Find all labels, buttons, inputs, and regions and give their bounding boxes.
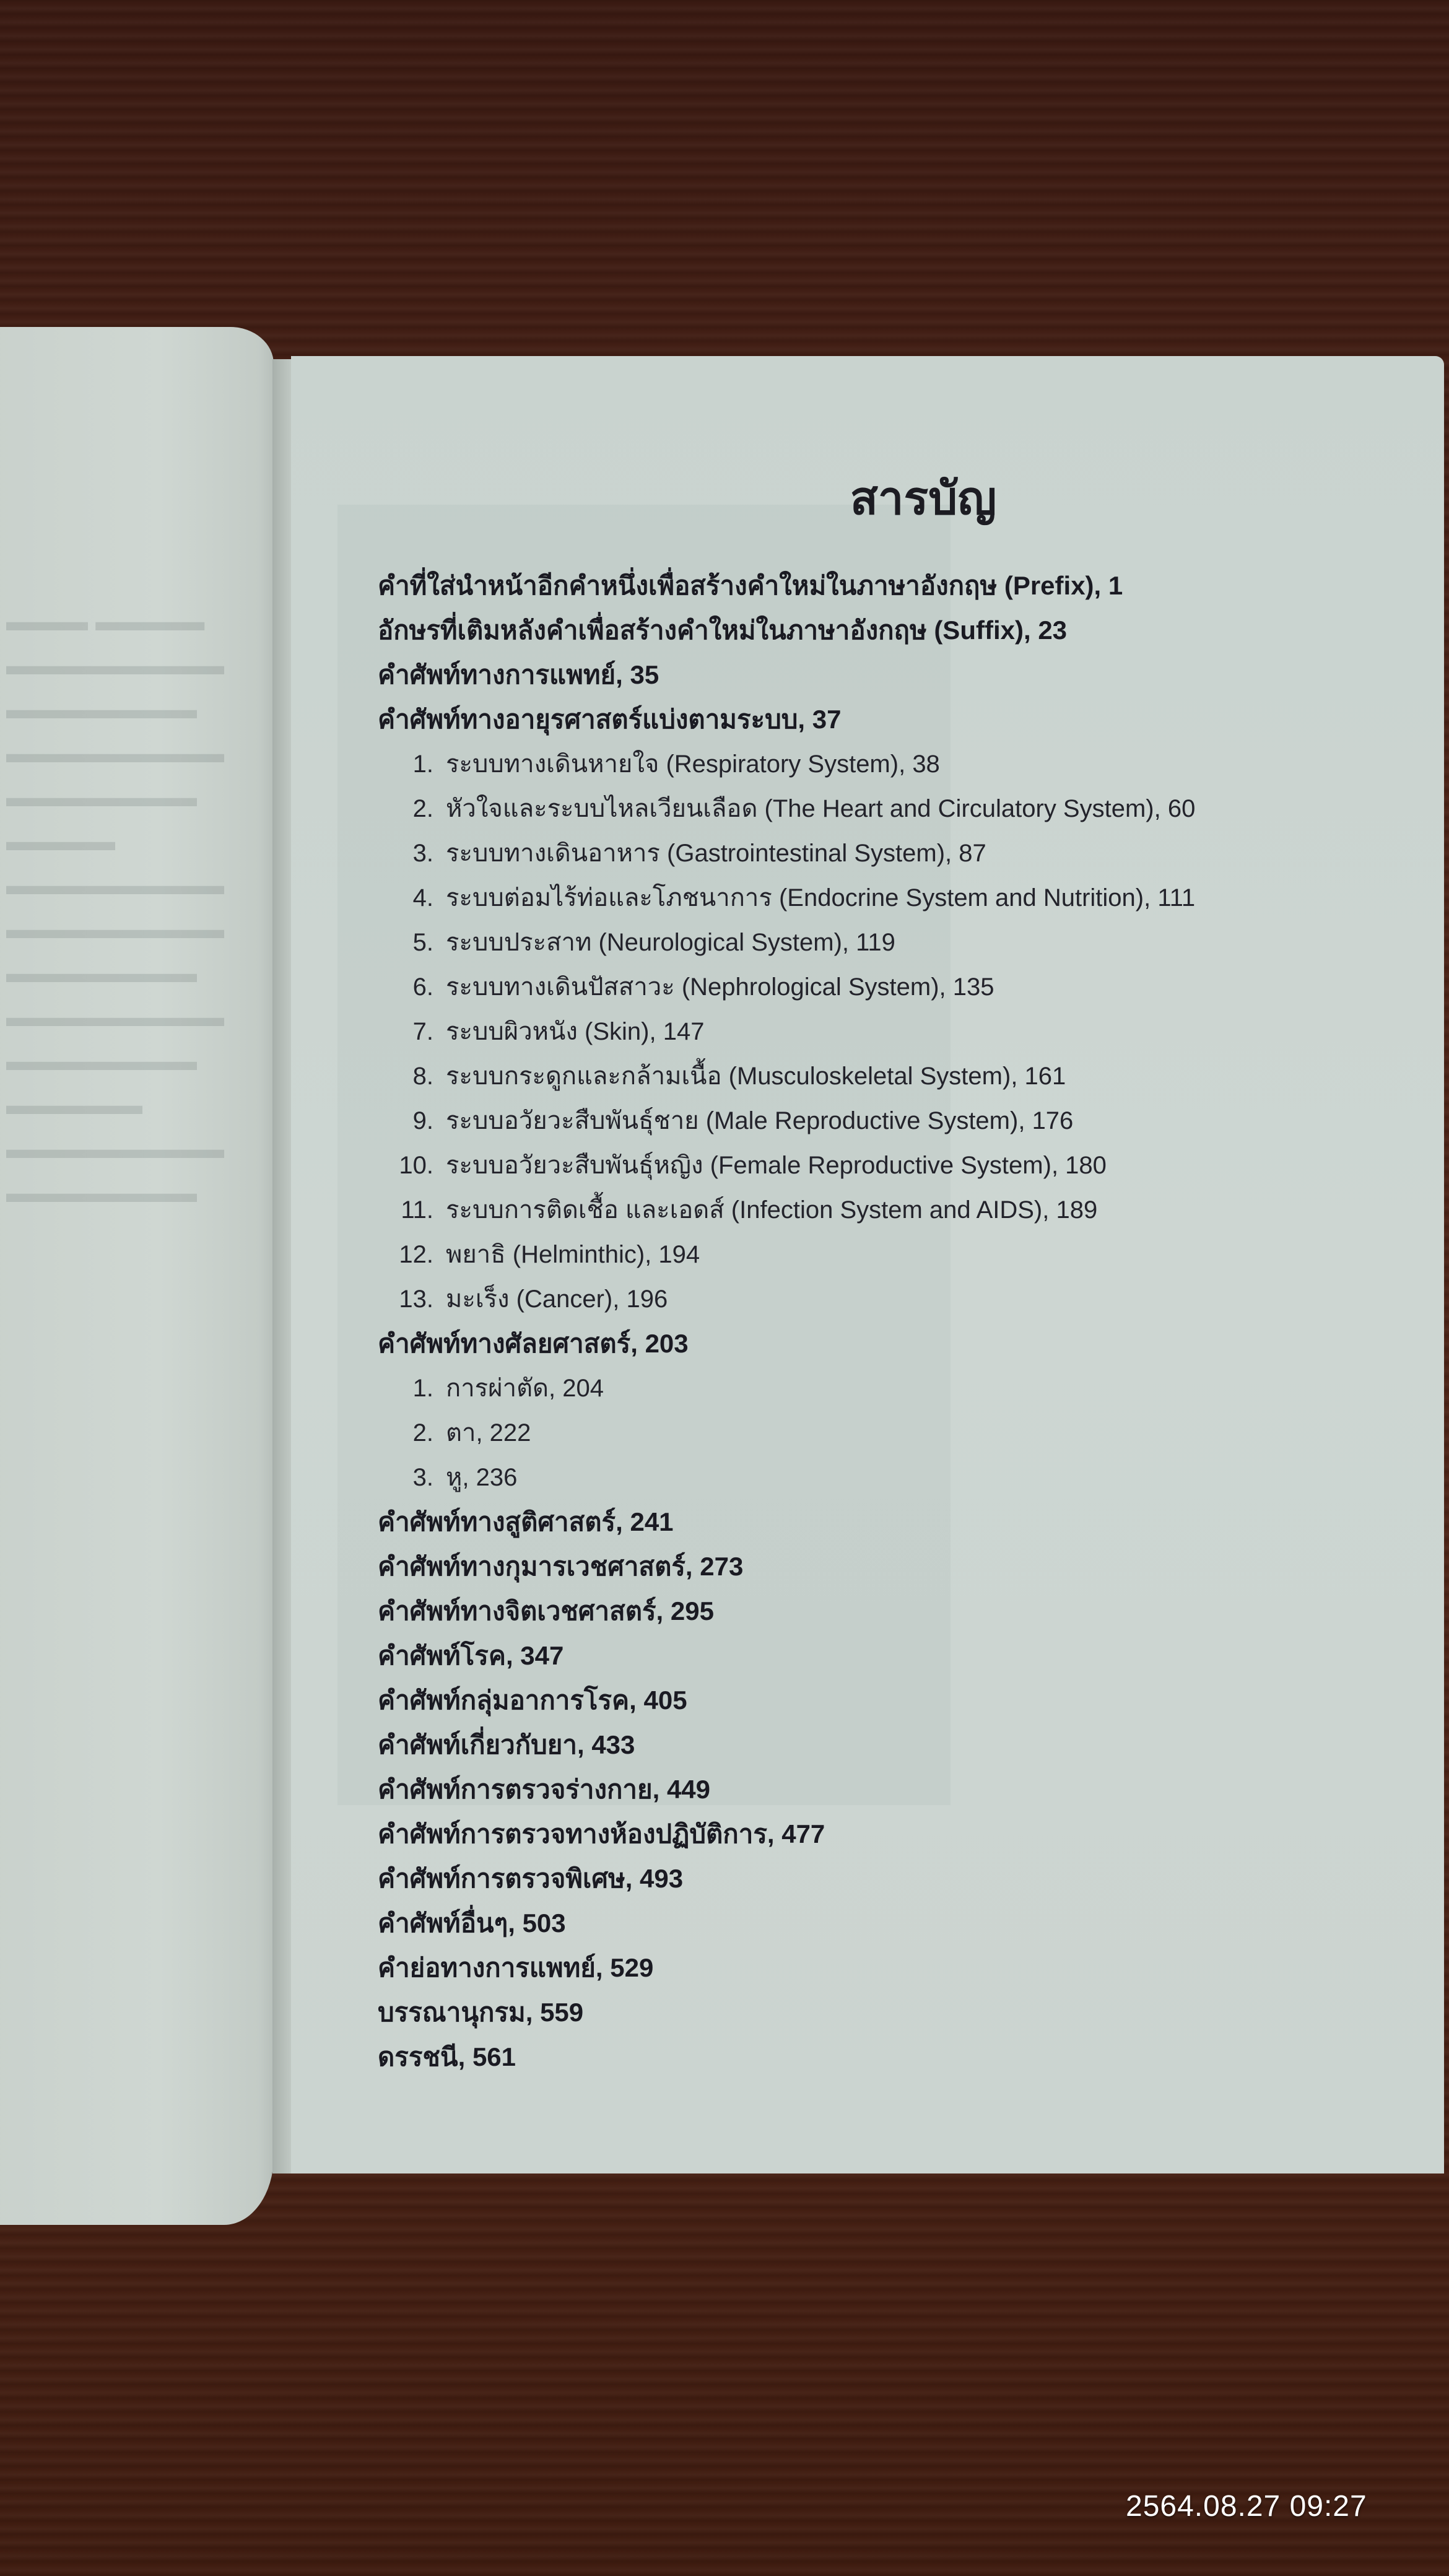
toc-page-number: 38	[912, 751, 940, 778]
toc-separator: ,	[767, 1819, 782, 1848]
toc-page-number: 161	[1024, 1063, 1066, 1090]
toc-page-number: 180	[1065, 1152, 1107, 1179]
toc-subsection-entry	[378, 1232, 1195, 1277]
toc-separator: ,	[649, 1018, 663, 1045]
toc-item-label: ระบบต่อมไร้ท่อและโภชนาการ (Endocrine System and Nutrition)	[446, 884, 1144, 912]
toc-subsection-entry	[378, 1143, 1195, 1188]
toc-item-label: คำศัพท์เกี่ยวกับยา	[378, 1730, 577, 1759]
toc-item-number: 5.	[412, 929, 433, 956]
toc-page-number: 433	[591, 1730, 635, 1759]
toc-separator: ,	[630, 1329, 645, 1358]
toc-separator: ,	[616, 660, 630, 689]
toc-subsection-entry	[378, 1455, 1195, 1500]
toc-separator: ,	[612, 1286, 627, 1313]
toc-item-number: 6.	[412, 973, 433, 1001]
toc-item-label: คำที่ใส่นำหน้าอีกคำหนึ่งเพื่อสร้างคำใหม่ในภาษาอังกฤษ (Prefix)	[378, 571, 1094, 600]
toc-item-label: คำศัพท์กลุ่มอาการโรค	[378, 1686, 630, 1715]
toc-separator: ,	[645, 1241, 659, 1268]
toc-item-label: ระบบทางเดินปัสสาวะ (Nephrological System)	[446, 973, 939, 1001]
toc-item-label: ดรรชนี	[378, 2042, 458, 2071]
toc-page-number: 111	[1157, 884, 1196, 912]
toc-item-number: 13.	[399, 1286, 433, 1313]
toc-section-entry	[378, 2035, 1195, 2079]
toc-item-label: คำศัพท์โรค	[378, 1641, 506, 1670]
toc-separator: ,	[525, 1998, 541, 2027]
toc-item-label: ระบบการติดเชื้อ และเอดส์ (Infection System and AIDS)	[446, 1196, 1043, 1224]
toc-section-entry	[378, 697, 1195, 742]
toc-page-number: 60	[1167, 795, 1196, 822]
toc-separator: ,	[508, 1908, 523, 1938]
toc-item-number: 11.	[401, 1196, 433, 1224]
toc-item-label: ระบบประสาท (Neurological System)	[446, 929, 842, 956]
toc-item-number: 3.	[412, 1464, 433, 1491]
toc-page-number: 87	[959, 840, 986, 867]
toc-separator: ,	[577, 1730, 592, 1759]
table-of-contents	[378, 564, 1195, 2079]
toc-page-number: 35	[630, 660, 659, 689]
toc-separator: ,	[616, 1507, 630, 1536]
toc-separator: ,	[1094, 571, 1108, 600]
toc-separator: ,	[1051, 1152, 1066, 1179]
toc-item-label: ระบบอวัยวะสืบพันธุ์ชาย (Male Reproductive System)	[446, 1107, 1019, 1134]
toc-section-entry	[378, 1589, 1195, 1634]
toc-separator: ,	[945, 840, 959, 867]
toc-page-number: 203	[645, 1329, 689, 1358]
toc-item-label: คำศัพท์ทางการแพทย์	[378, 660, 616, 689]
toc-section-entry	[378, 1723, 1195, 1767]
toc-page-number: 529	[610, 1953, 654, 1982]
toc-subsection-entry	[378, 831, 1195, 876]
toc-separator: ,	[1144, 884, 1158, 912]
toc-section-entry	[378, 653, 1195, 697]
toc-subsection-entry	[378, 1411, 1195, 1455]
toc-item-number: 8.	[412, 1063, 433, 1090]
left-page	[0, 327, 274, 2225]
toc-item-label: คำศัพท์การตรวจทางห้องปฏิบัติการ	[378, 1819, 767, 1848]
toc-page-number: 405	[643, 1686, 687, 1715]
toc-page-number: 1	[1108, 571, 1123, 600]
toc-separator: ,	[656, 1596, 671, 1625]
toc-item-label: คำศัพท์ทางจิตเวชศาสตร์	[378, 1596, 656, 1625]
toc-section-entry	[378, 1946, 1195, 1990]
toc-separator: ,	[462, 1464, 476, 1491]
toc-item-label: ระบบผิวหนัง (Skin)	[446, 1018, 650, 1045]
toc-page-number: 236	[476, 1464, 518, 1491]
toc-page-number: 37	[812, 705, 842, 734]
toc-separator: ,	[629, 1686, 644, 1715]
photo-timestamp: 2564.08.27 09:27	[1126, 2490, 1367, 2523]
toc-separator: ,	[685, 1552, 700, 1581]
toc-item-number: 3.	[412, 840, 433, 867]
toc-subsection-entry	[378, 1366, 1195, 1411]
toc-item-label: คำศัพท์ทางกุมารเวชศาสตร์	[378, 1552, 685, 1581]
toc-item-label: คำศัพท์การตรวจร่างกาย	[378, 1775, 653, 1804]
toc-section-entry	[378, 1544, 1195, 1589]
toc-page-number: 135	[952, 973, 994, 1001]
toc-separator: ,	[625, 1864, 640, 1893]
toc-section-entry	[378, 1678, 1195, 1723]
toc-item-label: ระบบทางเดินอาหาร (Gastrointestinal System)	[446, 840, 946, 867]
page-title: สารบัญ	[850, 472, 997, 524]
toc-item-label: ระบบทางเดินหายใจ (Respiratory System)	[446, 751, 899, 778]
toc-item-label: หู	[446, 1464, 463, 1491]
toc-item-label: ระบบอวัยวะสืบพันธุ์หญิง (Female Reproductive System)	[446, 1152, 1051, 1179]
toc-separator: ,	[652, 1775, 667, 1804]
toc-item-label: การผ่าตัด	[446, 1375, 549, 1402]
toc-item-number: 1.	[412, 751, 433, 778]
toc-item-label: คำศัพท์ทางอายุรศาสตร์แบ่งตามระบบ	[378, 705, 798, 734]
bleed-through-text: ▬▬▬ ▬▬▬▬ ▬▬▬▬▬▬▬▬ ▬▬▬▬▬▬▬ ▬▬▬▬▬▬▬▬ ▬▬▬▬▬▬▬ ▬▬▬▬ ▬▬▬▬▬▬▬▬ ▬▬▬▬▬▬▬▬ ▬▬▬▬▬▬▬ ▬▬▬▬▬▬▬▬ ▬▬▬▬▬▬▬ ▬▬▬▬▬ ▬▬▬▬▬▬▬▬ ▬▬▬▬▬▬▬	[6, 606, 224, 1208]
toc-page-number: 189	[1056, 1196, 1098, 1224]
toc-separator: ,	[1023, 616, 1038, 645]
toc-page-number: 493	[640, 1864, 684, 1893]
toc-section-entry	[378, 1990, 1195, 2035]
toc-item-number: 12.	[399, 1241, 433, 1268]
toc-page-number: 23	[1038, 616, 1068, 645]
toc-separator: ,	[1018, 1107, 1032, 1134]
toc-item-label: บรรณานุกรม	[378, 1998, 526, 2027]
toc-item-label: มะเร็ง (Cancer)	[446, 1286, 613, 1313]
toc-subsection-entry	[378, 876, 1195, 920]
toc-separator: ,	[1011, 1063, 1025, 1090]
toc-page-number: 241	[630, 1507, 674, 1536]
toc-page-number: 449	[666, 1775, 711, 1804]
toc-page-number: 503	[522, 1908, 566, 1938]
toc-item-number: 1.	[412, 1375, 433, 1402]
toc-page-number: 347	[520, 1641, 564, 1670]
toc-section-entry	[378, 1321, 1195, 1366]
toc-item-number: 7.	[412, 1018, 433, 1045]
toc-page-number: 559	[540, 1998, 584, 2027]
toc-separator: ,	[939, 973, 953, 1001]
toc-item-number: 10.	[399, 1152, 433, 1179]
toc-subsection-entry	[378, 920, 1195, 965]
toc-section-entry	[378, 1634, 1195, 1678]
toc-separator: ,	[899, 751, 913, 778]
toc-item-label: คำย่อทางการแพทย์	[378, 1953, 596, 1982]
toc-section-entry	[378, 1767, 1195, 1812]
toc-item-number: 9.	[412, 1107, 433, 1134]
toc-page-number: 119	[856, 929, 895, 956]
toc-section-entry	[378, 564, 1195, 608]
toc-separator: ,	[842, 929, 856, 956]
toc-item-number: 2.	[412, 795, 433, 822]
toc-separator: ,	[476, 1419, 490, 1447]
toc-item-number: 4.	[412, 884, 433, 912]
toc-item-label: คำศัพท์ทางสูติศาสตร์	[378, 1507, 616, 1536]
toc-separator: ,	[1042, 1196, 1056, 1224]
toc-item-label: ระบบกระดูกและกล้ามเนื้อ (Musculoskeletal System)	[446, 1063, 1011, 1090]
toc-item-label: คำศัพท์การตรวจพิเศษ	[378, 1864, 625, 1893]
toc-item-label: ตา	[446, 1419, 476, 1447]
toc-subsection-entry	[378, 1188, 1195, 1232]
toc-separator: ,	[549, 1375, 563, 1402]
toc-page-number: 196	[626, 1286, 668, 1313]
toc-section-entry	[378, 1500, 1195, 1544]
toc-page-number: 147	[663, 1018, 705, 1045]
toc-section-entry	[378, 1812, 1195, 1856]
toc-subsection-entry	[378, 1099, 1195, 1143]
right-page	[291, 356, 1444, 2174]
toc-separator: ,	[505, 1641, 521, 1670]
toc-item-label: คำศัพท์อื่นๆ	[378, 1908, 508, 1938]
toc-subsection-entry	[378, 786, 1195, 831]
toc-page-number: 194	[658, 1241, 700, 1268]
toc-subsection-entry	[378, 1277, 1195, 1321]
toc-page-number: 295	[670, 1596, 714, 1625]
toc-item-number: 2.	[412, 1419, 433, 1447]
toc-subsection-entry	[378, 1054, 1195, 1099]
toc-section-entry	[378, 1856, 1195, 1901]
toc-subsection-entry	[378, 1009, 1195, 1054]
toc-section-entry	[378, 608, 1195, 653]
toc-page-number: 176	[1032, 1107, 1074, 1134]
toc-section-entry	[378, 1901, 1195, 1946]
toc-item-label: พยาธิ (Helminthic)	[446, 1241, 645, 1268]
toc-page-number: 222	[489, 1419, 531, 1447]
toc-page-number: 273	[700, 1552, 744, 1581]
toc-page-number: 477	[781, 1819, 825, 1848]
toc-separator: ,	[798, 705, 812, 734]
toc-subsection-entry	[378, 742, 1195, 786]
toc-separator: ,	[458, 2042, 472, 2071]
toc-page-number: 561	[472, 2042, 516, 2071]
toc-page-number: 204	[562, 1375, 604, 1402]
toc-item-label: อักษรที่เติมหลังคำเพื่อสร้างคำใหม่ในภาษาอังกฤษ (Suffix)	[378, 616, 1024, 645]
toc-separator: ,	[1154, 795, 1168, 822]
toc-item-label: คำศัพท์ทางศัลยศาสตร์	[378, 1329, 631, 1358]
toc-separator: ,	[595, 1953, 611, 1982]
toc-item-label: หัวใจและระบบไหลเวียนเลือด (The Heart and Circulatory System)	[446, 795, 1154, 822]
toc-subsection-entry	[378, 965, 1195, 1009]
